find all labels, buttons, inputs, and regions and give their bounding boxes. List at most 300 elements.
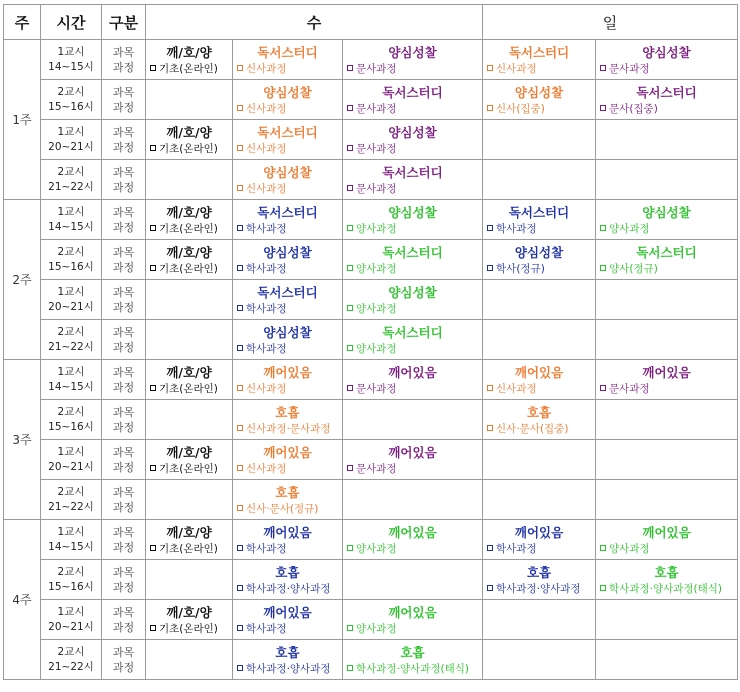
header-time: 시간	[41, 5, 102, 40]
class-title: 독서스터디	[508, 204, 570, 220]
type-cell	[102, 40, 146, 80]
class-course: 기초(온라인)	[146, 222, 232, 236]
class-course: 양사과정	[596, 542, 737, 556]
empty-cell	[596, 280, 738, 320]
class-title: 양심성찰	[263, 324, 312, 340]
type-subject-label: 과목	[112, 485, 135, 499]
class-title: 양심성찰	[642, 204, 691, 220]
class-course: 신사과정	[233, 142, 342, 156]
empty-cell	[483, 280, 596, 320]
hours-label: 15~16시	[48, 100, 94, 113]
class-title: 양심성찰	[388, 284, 437, 300]
schedule-row	[4, 640, 738, 680]
class-course: 기초(온라인)	[146, 622, 232, 636]
type-course-label: 과정	[112, 260, 135, 274]
class-cell	[343, 280, 483, 320]
class-title: 호흡	[654, 564, 679, 580]
period-label: 1교시	[57, 285, 85, 298]
hours-label: 20~21시	[48, 140, 94, 153]
class-course: 학사과정·양사과정	[233, 662, 342, 676]
class-course: 신사과정	[233, 382, 342, 396]
time-cell	[41, 320, 102, 360]
schedule-row	[4, 280, 738, 320]
class-cell	[146, 440, 233, 480]
type-course-label: 과정	[112, 380, 135, 394]
class-cell	[146, 200, 233, 240]
type-cell	[102, 480, 146, 520]
class-cell	[596, 40, 738, 80]
class-course: 양사과정	[343, 542, 482, 556]
class-title: 깨어있음	[514, 524, 564, 540]
time-cell	[41, 160, 102, 200]
type-cell	[102, 440, 146, 480]
class-course: 학사과정	[233, 302, 342, 316]
type-cell	[102, 200, 146, 240]
class-title: 독서스터디	[257, 204, 318, 220]
type-course-label: 과정	[112, 500, 135, 514]
type-course-label: 과정	[112, 220, 135, 234]
type-course-label: 과정	[112, 420, 135, 434]
header-sunday: 일	[483, 5, 738, 40]
class-course: 학사과정	[483, 542, 595, 556]
time-cell	[41, 600, 102, 640]
class-cell	[343, 520, 483, 560]
class-title: 호흡	[275, 404, 300, 420]
class-cell	[343, 320, 483, 360]
time-cell	[41, 200, 102, 240]
empty-cell	[596, 600, 738, 640]
class-cell	[596, 80, 738, 120]
period-label: 1교시	[57, 365, 85, 378]
empty-cell	[483, 120, 596, 160]
type-subject-label: 과목	[112, 245, 135, 259]
class-course: 학사과정	[233, 262, 342, 276]
type-subject-label: 과목	[112, 565, 135, 579]
hours-label: 21~22시	[48, 340, 94, 353]
class-cell	[483, 520, 596, 560]
empty-cell	[146, 320, 233, 360]
schedule-row	[4, 120, 738, 160]
class-course: 기초(온라인)	[146, 382, 232, 396]
hours-label: 21~22시	[48, 500, 94, 513]
empty-cell	[483, 440, 596, 480]
class-course: 신사과정	[483, 62, 595, 76]
empty-cell	[343, 400, 483, 440]
schedule-row	[4, 240, 738, 280]
class-title: 깨/호/양	[166, 364, 212, 380]
type-subject-label: 과목	[112, 405, 135, 419]
hours-label: 14~15시	[48, 540, 94, 553]
type-cell	[102, 240, 146, 280]
type-cell	[102, 160, 146, 200]
period-label: 2교시	[57, 405, 85, 418]
empty-cell	[343, 480, 483, 520]
class-title: 호흡	[275, 564, 300, 580]
class-cell	[146, 600, 233, 640]
class-course: 기초(온라인)	[146, 142, 232, 156]
class-title: 독서스터디	[508, 44, 570, 60]
empty-cell	[596, 160, 738, 200]
period-label: 2교시	[57, 485, 85, 498]
class-title: 독서스터디	[382, 84, 443, 100]
time-cell	[41, 640, 102, 680]
class-title: 독서스터디	[382, 324, 443, 340]
class-course: 문사과정	[343, 462, 482, 476]
empty-cell	[596, 440, 738, 480]
empty-cell	[483, 160, 596, 200]
class-course: 학사과정	[483, 222, 595, 236]
empty-cell	[596, 400, 738, 440]
type-subject-label: 과목	[112, 125, 135, 139]
empty-cell	[483, 640, 596, 680]
hours-label: 15~16시	[48, 580, 94, 593]
class-title: 깨/호/양	[166, 604, 212, 620]
type-cell	[102, 120, 146, 160]
empty-cell	[596, 120, 738, 160]
type-subject-label: 과목	[112, 325, 135, 339]
schedule-row	[4, 440, 738, 480]
class-cell	[233, 400, 343, 440]
class-course: 문사과정	[343, 62, 482, 76]
class-title: 양심성찰	[263, 164, 312, 180]
class-title: 깨/호/양	[166, 124, 212, 140]
class-title: 독서스터디	[257, 124, 318, 140]
class-course: 양사(정규)	[596, 262, 737, 276]
class-cell	[483, 400, 596, 440]
class-title: 독서스터디	[636, 84, 697, 100]
hours-label: 20~21시	[48, 300, 94, 313]
type-course-label: 과정	[112, 580, 135, 594]
class-title: 양심성찰	[263, 84, 312, 100]
class-cell	[343, 200, 483, 240]
class-course: 신사과정·문사과정	[233, 422, 342, 436]
class-course: 신사과정	[233, 102, 342, 116]
class-title: 양심성찰	[514, 84, 564, 100]
class-cell	[596, 200, 738, 240]
type-course-label: 과정	[112, 300, 135, 314]
class-course: 신사(집중)	[483, 102, 595, 116]
empty-cell	[596, 320, 738, 360]
class-course: 양사과정	[343, 262, 482, 276]
class-course: 신사과정	[483, 382, 595, 396]
class-course: 양사과정	[343, 622, 482, 636]
class-cell	[483, 200, 596, 240]
class-title: 깨어있음	[514, 364, 564, 380]
type-subject-label: 과목	[112, 45, 135, 59]
hours-label: 14~15시	[48, 60, 94, 73]
class-cell	[233, 640, 343, 680]
class-title: 깨어있음	[388, 364, 437, 380]
schedule-table	[3, 4, 738, 680]
period-label: 1교시	[57, 205, 85, 218]
class-title: 양심성찰	[642, 44, 691, 60]
empty-cell	[596, 480, 738, 520]
schedule-row	[4, 560, 738, 600]
class-course: 학사과정	[233, 622, 342, 636]
class-title: 호흡	[400, 644, 425, 660]
class-course: 신사과정	[233, 182, 342, 196]
schedule-row	[4, 160, 738, 200]
type-course-label: 과정	[112, 620, 135, 634]
class-cell	[596, 520, 738, 560]
time-cell	[41, 280, 102, 320]
class-title: 깨어있음	[642, 364, 691, 380]
class-title: 깨어있음	[388, 524, 437, 540]
class-course: 신사·문사(집중)	[483, 422, 595, 436]
header-week: 주	[4, 5, 41, 40]
class-title: 호흡	[526, 404, 552, 420]
time-cell	[41, 360, 102, 400]
class-course: 문사(집중)	[596, 102, 737, 116]
type-subject-label: 과목	[112, 205, 135, 219]
class-cell	[596, 360, 738, 400]
class-title: 양심성찰	[514, 244, 564, 260]
class-course: 문사과정	[343, 142, 482, 156]
type-cell	[102, 320, 146, 360]
header-wednesday: 수	[146, 5, 483, 40]
empty-cell	[146, 400, 233, 440]
period-label: 1교시	[57, 125, 85, 138]
type-cell	[102, 600, 146, 640]
type-cell	[102, 520, 146, 560]
class-cell	[596, 560, 738, 600]
type-cell	[102, 640, 146, 680]
class-course: 학사과정	[233, 342, 342, 356]
type-subject-label: 과목	[112, 285, 135, 299]
type-subject-label: 과목	[112, 525, 135, 539]
empty-cell	[596, 640, 738, 680]
class-title: 깨/호/양	[166, 244, 212, 260]
empty-cell	[146, 480, 233, 520]
period-label: 1교시	[57, 45, 85, 58]
type-subject-label: 과목	[112, 85, 135, 99]
class-cell	[483, 360, 596, 400]
time-cell	[41, 240, 102, 280]
class-course: 양사과정	[343, 222, 482, 236]
class-cell	[343, 440, 483, 480]
schedule-row	[4, 400, 738, 440]
class-course: 학사과정·양사과정	[233, 582, 342, 596]
type-cell	[102, 360, 146, 400]
header-row	[4, 5, 738, 40]
class-cell	[146, 120, 233, 160]
time-cell	[41, 40, 102, 80]
hours-label: 14~15시	[48, 380, 94, 393]
schedule-row	[4, 520, 738, 560]
class-title: 양심성찰	[388, 204, 437, 220]
class-course: 학사(정규)	[483, 262, 595, 276]
type-cell	[102, 280, 146, 320]
type-course-label: 과정	[112, 60, 135, 74]
type-subject-label: 과목	[112, 445, 135, 459]
class-cell	[343, 160, 483, 200]
period-label: 2교시	[57, 645, 85, 658]
hours-label: 14~15시	[48, 220, 94, 233]
class-title: 양심성찰	[388, 44, 437, 60]
type-course-label: 과정	[112, 660, 135, 674]
class-title: 깨어있음	[263, 524, 312, 540]
type-cell	[102, 80, 146, 120]
class-cell	[483, 40, 596, 80]
time-cell	[41, 440, 102, 480]
class-course: 학사과정	[233, 542, 342, 556]
class-course: 신사과정	[233, 462, 342, 476]
empty-cell	[146, 560, 233, 600]
class-cell	[483, 80, 596, 120]
hours-label: 21~22시	[48, 180, 94, 193]
class-title: 깨/호/양	[166, 444, 212, 460]
week-label: 1주	[4, 40, 41, 200]
class-cell	[146, 40, 233, 80]
schedule-row	[4, 80, 738, 120]
class-cell	[233, 40, 343, 80]
class-title: 깨어있음	[263, 604, 312, 620]
type-course-label: 과정	[112, 540, 135, 554]
empty-cell	[483, 600, 596, 640]
time-cell	[41, 80, 102, 120]
class-title: 양심성찰	[388, 124, 437, 140]
class-cell	[343, 240, 483, 280]
time-cell	[41, 520, 102, 560]
class-course: 학사과정·양사과정(태식)	[343, 662, 482, 676]
type-course-label: 과정	[112, 340, 135, 354]
empty-cell	[146, 280, 233, 320]
schedule-row	[4, 40, 738, 80]
class-cell	[233, 120, 343, 160]
period-label: 2교시	[57, 245, 85, 258]
class-title: 깨/호/양	[166, 204, 212, 220]
empty-cell	[146, 640, 233, 680]
hours-label: 20~21시	[48, 620, 94, 633]
class-course: 양사과정	[596, 222, 737, 236]
class-course: 양사과정	[343, 342, 482, 356]
class-cell	[343, 640, 483, 680]
class-course: 문사과정	[343, 182, 482, 196]
class-cell	[233, 480, 343, 520]
class-cell	[483, 240, 596, 280]
class-course: 기초(온라인)	[146, 542, 232, 556]
period-label: 2교시	[57, 85, 85, 98]
class-cell	[233, 200, 343, 240]
class-course: 문사과정	[343, 382, 482, 396]
class-cell	[233, 360, 343, 400]
class-course: 양사과정	[343, 302, 482, 316]
class-title: 깨어있음	[388, 604, 437, 620]
class-title: 호흡	[526, 564, 552, 580]
week-label: 4주	[4, 520, 41, 680]
class-course: 문사과정	[343, 102, 482, 116]
class-cell	[343, 40, 483, 80]
type-cell	[102, 560, 146, 600]
period-label: 1교시	[57, 445, 85, 458]
hours-label: 20~21시	[48, 460, 94, 473]
empty-cell	[343, 560, 483, 600]
class-cell	[146, 520, 233, 560]
class-cell	[343, 120, 483, 160]
class-cell	[233, 440, 343, 480]
class-title: 독서스터디	[257, 284, 318, 300]
schedule-row	[4, 480, 738, 520]
type-course-label: 과정	[112, 140, 135, 154]
schedule-row	[4, 200, 738, 240]
class-course: 학사과정·양사과정	[483, 582, 595, 596]
class-cell	[343, 80, 483, 120]
time-cell	[41, 560, 102, 600]
schedule-row	[4, 600, 738, 640]
type-subject-label: 과목	[112, 605, 135, 619]
class-cell	[233, 280, 343, 320]
class-title: 독서스터디	[382, 164, 443, 180]
class-cell	[233, 560, 343, 600]
time-cell	[41, 400, 102, 440]
class-cell	[343, 360, 483, 400]
class-cell	[146, 240, 233, 280]
class-cell	[233, 80, 343, 120]
period-label: 1교시	[57, 605, 85, 618]
empty-cell	[483, 320, 596, 360]
class-title: 깨어있음	[263, 364, 312, 380]
type-cell	[102, 400, 146, 440]
empty-cell	[146, 80, 233, 120]
class-title: 호흡	[275, 644, 300, 660]
class-course: 기초(온라인)	[146, 262, 232, 276]
period-label: 1교시	[57, 525, 85, 538]
class-course: 학사과정	[233, 222, 342, 236]
class-course: 기초(온라인)	[146, 462, 232, 476]
class-course: 신사·문사(정규)	[233, 502, 342, 516]
hours-label: 15~16시	[48, 420, 94, 433]
period-label: 2교시	[57, 165, 85, 178]
class-cell	[483, 560, 596, 600]
class-cell	[233, 520, 343, 560]
class-title: 깨어있음	[388, 444, 437, 460]
header-type: 구분	[102, 5, 146, 40]
class-cell	[596, 240, 738, 280]
class-title: 깨/호/양	[166, 44, 212, 60]
class-title: 독서스터디	[257, 44, 318, 60]
class-course: 문사과정	[596, 62, 737, 76]
class-cell	[233, 240, 343, 280]
hours-label: 21~22시	[48, 660, 94, 673]
type-subject-label: 과목	[112, 365, 135, 379]
schedule-body	[4, 40, 738, 680]
schedule-row	[4, 320, 738, 360]
class-cell	[233, 600, 343, 640]
empty-cell	[483, 480, 596, 520]
class-title: 호흡	[275, 484, 300, 500]
time-cell	[41, 120, 102, 160]
time-cell	[41, 480, 102, 520]
period-label: 2교시	[57, 565, 85, 578]
type-course-label: 과정	[112, 180, 135, 194]
type-course-label: 과정	[112, 100, 135, 114]
type-course-label: 과정	[112, 460, 135, 474]
class-title: 깨어있음	[642, 524, 691, 540]
class-course: 학사과정·양사과정(태식)	[596, 582, 737, 596]
class-title: 깨/호/양	[166, 524, 212, 540]
class-title: 양심성찰	[263, 244, 312, 260]
class-cell	[233, 320, 343, 360]
class-title: 독서스터디	[382, 244, 443, 260]
class-cell	[343, 600, 483, 640]
week-label: 3주	[4, 360, 41, 520]
class-course: 문사과정	[596, 382, 737, 396]
class-course: 신사과정	[233, 62, 342, 76]
empty-cell	[146, 160, 233, 200]
period-label: 2교시	[57, 325, 85, 338]
hours-label: 15~16시	[48, 260, 94, 273]
class-title: 깨어있음	[263, 444, 312, 460]
